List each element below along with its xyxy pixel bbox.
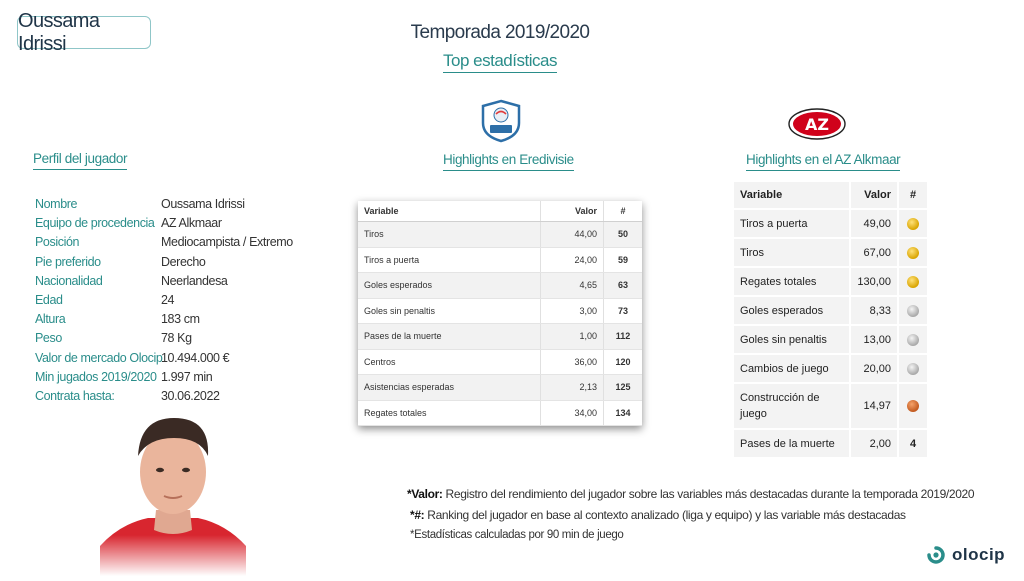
header-variable: Variable [358,201,541,222]
gold-medal-icon [907,276,919,288]
profile-value: Derecho [161,254,206,269]
gold-medal-icon [907,218,919,230]
az-logo [788,108,846,145]
cell-rank [898,209,927,238]
footnotes [407,487,974,550]
svg-text:AZ: AZ [805,115,829,134]
table-row [734,296,927,325]
profile-label: Edad [35,292,63,307]
note-valor-key: *Valor: [407,487,443,501]
player-name: Oussama Idrissi [18,9,100,55]
subtitle [0,51,1000,71]
cell-rank: 4 [898,429,927,457]
cell-variable: Goles sin penaltis [358,298,541,324]
cell-variable: Goles sin penaltis [734,325,850,354]
table-row [358,324,642,350]
table-header-row [358,201,642,222]
table-row [734,429,927,457]
table-row [358,375,642,401]
profile-label: Nacionalidad [35,273,103,288]
note-rank [407,508,974,529]
az-title-text: Highlights en el AZ Alkmaar [746,152,900,171]
cell-valor: 3,00 [541,298,604,324]
note-valor-text: Registro del rendimiento del jugador sobre las variables más destacadas durante la temporada 2019/2020 [442,487,975,501]
eredivisie-logo [479,99,523,148]
cell-variable: Tiros a puerta [734,209,850,238]
profile-title-text: Perfil del jugador [33,151,127,170]
cell-rank [898,354,927,383]
profile-value: Neerlandesa [161,273,228,288]
profile-label: Altura [35,312,66,327]
cell-variable: Regates totales [734,267,850,296]
cell-valor: 20,00 [850,354,898,383]
table-row [734,325,927,354]
cell-variable: Tiros a puerta [358,247,541,273]
table-row [358,298,642,324]
eredivisie-title-text: Highlights en Eredivisie [443,152,574,171]
gold-medal-icon [907,247,919,259]
cell-variable: Regates totales [358,400,541,426]
cell-variable: Pases de la muerte [734,429,850,457]
profile-value: 10.494.000 € [161,350,230,365]
cell-variable: Cambios de juego [734,354,850,383]
profile-label: Posición [35,235,80,250]
cell-valor: 67,00 [850,238,898,267]
cell-valor: 1,00 [541,324,604,350]
cell-valor: 34,00 [541,400,604,426]
profile-label: Valor de mercado Olocip [35,350,163,365]
cell-rank [898,238,927,267]
header-valor: Valor [541,201,604,222]
profile-value: Mediocampista / Extremo [161,235,293,250]
bronze-medal-icon [907,400,919,412]
profile-value: 30.06.2022 [161,388,220,403]
profile-label: Pie preferido [35,254,101,269]
eredivisie-title [443,152,574,171]
table-row [734,267,927,296]
table-row [734,238,927,267]
cell-rank [898,296,927,325]
cell-rank: 112 [604,324,643,350]
profile-value: 1.997 min [161,369,213,384]
cell-rank [898,267,927,296]
cell-variable: Asistencias esperadas [358,375,541,401]
header-rank: # [898,182,927,209]
table-row [734,209,927,238]
table-row [358,222,642,248]
cell-rank: 125 [604,375,643,401]
player-photo [100,412,246,576]
cell-rank: 134 [604,400,643,426]
cell-rank: 120 [604,349,643,375]
note-rank-text: Ranking del jugador en base al contexto analizado (liga y equipo) y las variable más destacadas [424,508,906,522]
table-row [358,247,642,273]
note-valor [407,487,974,508]
cell-valor: 44,00 [541,222,604,248]
table-row [358,273,642,299]
cell-rank: 63 [604,273,643,299]
cell-valor: 49,00 [850,209,898,238]
season-title: Temporada 2019/2020 [410,22,590,43]
az-table [734,182,927,457]
brand-name: olocip [952,545,1006,564]
cell-rank: 73 [604,298,643,324]
cell-valor: 130,00 [850,267,898,296]
note-rank-key: *#: [410,508,425,522]
subtitle-text: Top estadísticas [443,51,557,73]
silver-medal-icon [907,305,919,317]
cell-valor: 13,00 [850,325,898,354]
olocip-brand [926,545,1005,565]
note-per90: *Estadísticas calculadas por 90 min de juego [410,529,624,541]
cell-rank [898,383,927,429]
table-row [358,349,642,375]
table-row [358,400,642,426]
table-row [734,354,927,383]
header-rank: # [604,201,643,222]
silver-medal-icon [907,334,919,346]
cell-variable: Tiros [734,238,850,267]
cell-valor: 14,97 [850,383,898,429]
silver-medal-icon [907,363,919,375]
header-valor: Valor [850,182,898,209]
cell-valor: 2,00 [850,429,898,457]
cell-valor: 24,00 [541,247,604,273]
table-row [734,383,927,429]
cell-variable: Pases de la muerte [358,324,541,350]
profile-value: AZ Alkmaar [161,216,222,231]
profile-value: 183 cm [161,312,200,327]
profile-value: 78 Kg [161,331,192,346]
cell-variable: Tiros [358,222,541,248]
profile-value: 24 [161,292,175,307]
profile-title [33,151,127,170]
cell-variable: Centros [358,349,541,375]
profile-label: Equipo de procedencia [35,216,155,231]
cell-rank: 59 [604,247,643,273]
cell-valor: 2,13 [541,375,604,401]
profile-value: Oussama Idrissi [161,197,245,211]
eredivisie-table [358,201,642,426]
profile-label: Nombre [35,197,78,211]
olocip-logo-icon [926,545,946,565]
cell-valor: 8,33 [850,296,898,325]
profile-label: Min jugados 2019/2020 [35,369,157,384]
cell-variable: Goles esperados [734,296,850,325]
cell-rank [898,325,927,354]
az-title [746,152,900,171]
profile-label: Peso [35,331,62,346]
cell-valor: 36,00 [541,349,604,375]
cell-rank: 50 [604,222,643,248]
header-variable: Variable [734,182,850,209]
cell-valor: 4,65 [541,273,604,299]
cell-variable: Goles esperados [358,273,541,299]
profile-label: Contrata hasta: [35,388,115,403]
cell-variable: Construcción de juego [734,383,850,429]
table-header-row [734,182,927,209]
